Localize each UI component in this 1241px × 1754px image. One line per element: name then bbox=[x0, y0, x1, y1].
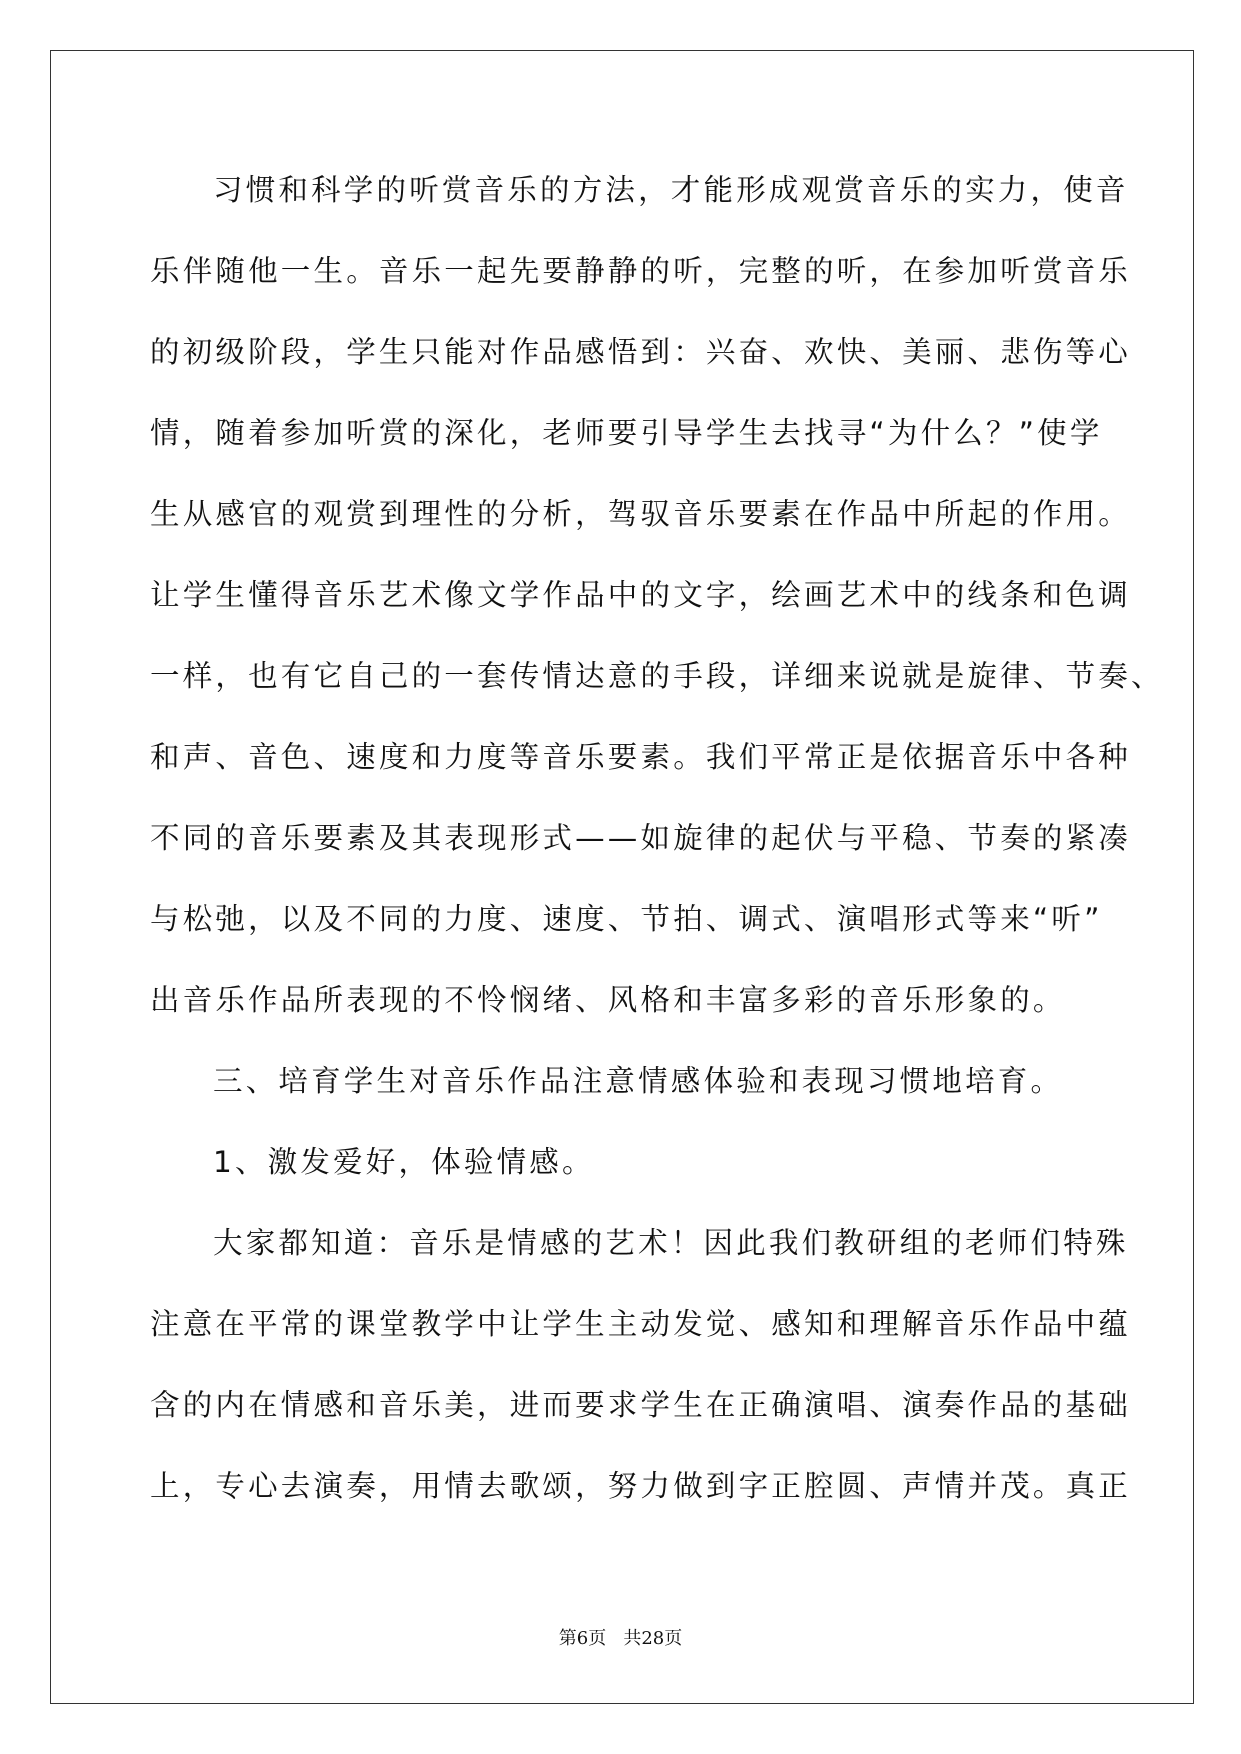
text-line: 出音乐作品所表现的不怜悯绪、风格和丰富多彩的音乐形象的。 bbox=[150, 983, 1066, 1017]
section-heading: 三、培育学生对音乐作品注意情感体验和表现习惯地培育。 bbox=[213, 1064, 1064, 1098]
footer-page-number: 6 bbox=[576, 1628, 589, 1649]
text-line: 含的内在情感和音乐美，进而要求学生在正确演唱、演奏作品的基础 bbox=[150, 1388, 1132, 1422]
text-line: 和声、音色、速度和力度等音乐要素。我们平常正是依据音乐中各种 bbox=[150, 740, 1132, 774]
footer-prefix: 第 bbox=[558, 1628, 577, 1649]
text-line: 的初级阶段，学生只能对作品感悟到：兴奋、欢快、美丽、悲伤等心 bbox=[150, 335, 1132, 369]
text-line: 不同的音乐要素及其表现形式——如旋律的起伏与平稳、节奏的紧凑 bbox=[150, 821, 1132, 855]
subsection-heading: 1、激发爱好，体验情感。 bbox=[213, 1145, 595, 1179]
text-line: 上，专心去演奏，用情去歌颂，努力做到字正腔圆、声情并茂。真正 bbox=[150, 1469, 1132, 1503]
text-line: 乐伴随他一生。音乐一起先要静静的听，完整的听，在参加听赏音乐 bbox=[150, 254, 1132, 288]
text-line: 生从感官的观赏到理性的分析，驾驭音乐要素在作品中所起的作用。 bbox=[150, 497, 1132, 531]
text-line: 大家都知道：音乐是情感的艺术！因此我们教研组的老师们特殊 bbox=[213, 1226, 1129, 1260]
footer-suffix: 页 bbox=[664, 1628, 683, 1649]
text-line: 与松弛，以及不同的力度、速度、节拍、调式、演唱形式等来“听” bbox=[150, 902, 1103, 936]
text-line: 让学生懂得音乐艺术像文学作品中的文字，绘画艺术中的线条和色调 bbox=[150, 578, 1132, 612]
text-line: 习惯和科学的听赏音乐的方法，才能形成观赏音乐的实力，使音 bbox=[213, 173, 1129, 207]
page-border bbox=[50, 50, 1194, 1704]
text-line: 情，随着参加听赏的深化，老师要引导学生去找寻“为什么？”使学 bbox=[150, 416, 1103, 450]
footer-middle: 页 共 bbox=[588, 1628, 642, 1649]
page-footer bbox=[0, 1628, 1241, 1650]
text-line: 一样，也有它自己的一套传情达意的手段，详细来说就是旋律、节奏、 bbox=[150, 659, 1164, 693]
footer-total-pages: 28 bbox=[641, 1628, 665, 1649]
text-line: 注意在平常的课堂教学中让学生主动发觉、感知和理解音乐作品中蕴 bbox=[150, 1307, 1132, 1341]
